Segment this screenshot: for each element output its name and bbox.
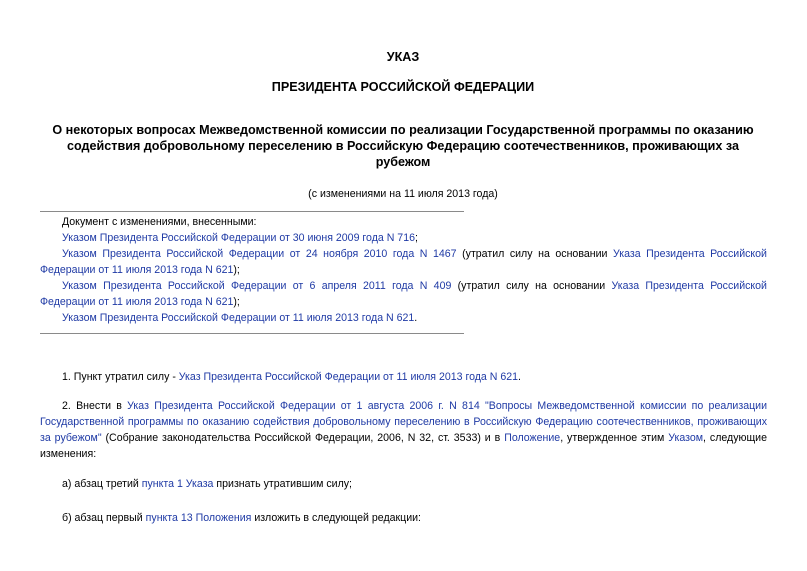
paragraph-1-suffix: .: [518, 371, 521, 383]
paragraph-1-link[interactable]: Указ Президента Российской Федерации от 11 июля 2013 года N 621: [178, 371, 519, 383]
subparagraph-b: [40, 510, 767, 526]
paragraph-2-link-regulation[interactable]: Положение: [504, 432, 561, 444]
change-item: [40, 278, 767, 310]
document-issuer: ПРЕЗИДЕНТА РОССИЙСКОЙ ФЕДЕРАЦИИ: [271, 80, 535, 94]
change-link[interactable]: Указом Президента Российской Федерации от 30 июня 2009 года N 716: [62, 232, 415, 244]
document-subject: О некоторых вопросах Межведомственной комиссии по реализации Государственной программы по оказанию содействия добровольному переселению в Российскую Федерацию соотечественников, проживающих за рубежом: [52, 123, 754, 169]
document-title: УКАЗ: [386, 50, 420, 64]
change-item: [40, 230, 767, 246]
paragraph-1-prefix: 1. Пункт утратил силу -: [62, 371, 179, 383]
paragraph-1: [40, 369, 767, 385]
subparagraph-a-suffix: признать утратившим силу;: [213, 478, 352, 490]
change-link[interactable]: Указом Президента Российской Федерации от 24 ноября 2010 года N 1467: [62, 248, 457, 260]
change-item: [40, 246, 767, 278]
change-link[interactable]: Указом Президента Российской Федерации от 6 апреля 2011 года N 409: [62, 280, 452, 292]
subparagraph-b-suffix: изложить в следующей редакции:: [251, 512, 421, 524]
paragraph-2-suffix: , следующие изменения:: [40, 432, 767, 460]
change-note-suffix: );: [233, 264, 240, 276]
paragraph-2: [40, 398, 767, 462]
subparagraph-a-prefix: а) абзац третий: [62, 478, 142, 490]
change-note-link[interactable]: Указа Президента Российской Федерации от 11 июля 2013 года N 621: [40, 248, 767, 276]
paragraph-2-prefix: 2. Внести в: [62, 400, 128, 412]
change-text-after: ;: [414, 232, 418, 244]
paragraph-2-middle-2: , утвержденное этим: [560, 432, 669, 444]
subparagraph-a-link[interactable]: пункта 1 Указа: [141, 478, 214, 490]
change-note-suffix: );: [233, 296, 240, 308]
divider-top: [40, 211, 464, 212]
change-note-link[interactable]: Указа Президента Российской Федерации от 11 июля 2013 года N 621: [40, 280, 767, 308]
changes-heading: Документ с изменениями, внесенными:: [62, 216, 257, 228]
subparagraph-b-prefix: б) абзац первый: [62, 512, 146, 524]
edition-note: (с изменениями на 11 июля 2013 года): [308, 188, 498, 200]
divider-bottom: [40, 333, 464, 334]
change-note-prefix: (утратил силу на основании: [451, 280, 612, 292]
subparagraph-a: [40, 476, 767, 492]
paragraph-2-link-decree[interactable]: Указ Президента Российской Федерации от 1 августа 2006 г. N 814 "Вопросы Межведомственной комиссии по реализации Государственной программы по оказанию содействия добровольному переселению в Российскую Федерацию соотечественников, проживающих за рубежом": [40, 400, 767, 444]
change-link[interactable]: Указом Президента Российской Федерации от 11 июля 2013 года N 621: [62, 312, 415, 324]
paragraph-2-middle-1: (Собрание законодательства Российской Федерации, 2006, N 32, ст. 3533) и в: [101, 432, 505, 444]
changes-list: [40, 230, 767, 326]
paragraph-2-link-decree-short[interactable]: Указом: [668, 432, 704, 444]
change-note-prefix: (утратил силу на основании: [456, 248, 613, 260]
change-text-after: .: [414, 312, 418, 324]
subparagraph-b-link[interactable]: пункта 13 Положения: [145, 512, 252, 524]
change-item: [40, 310, 767, 326]
